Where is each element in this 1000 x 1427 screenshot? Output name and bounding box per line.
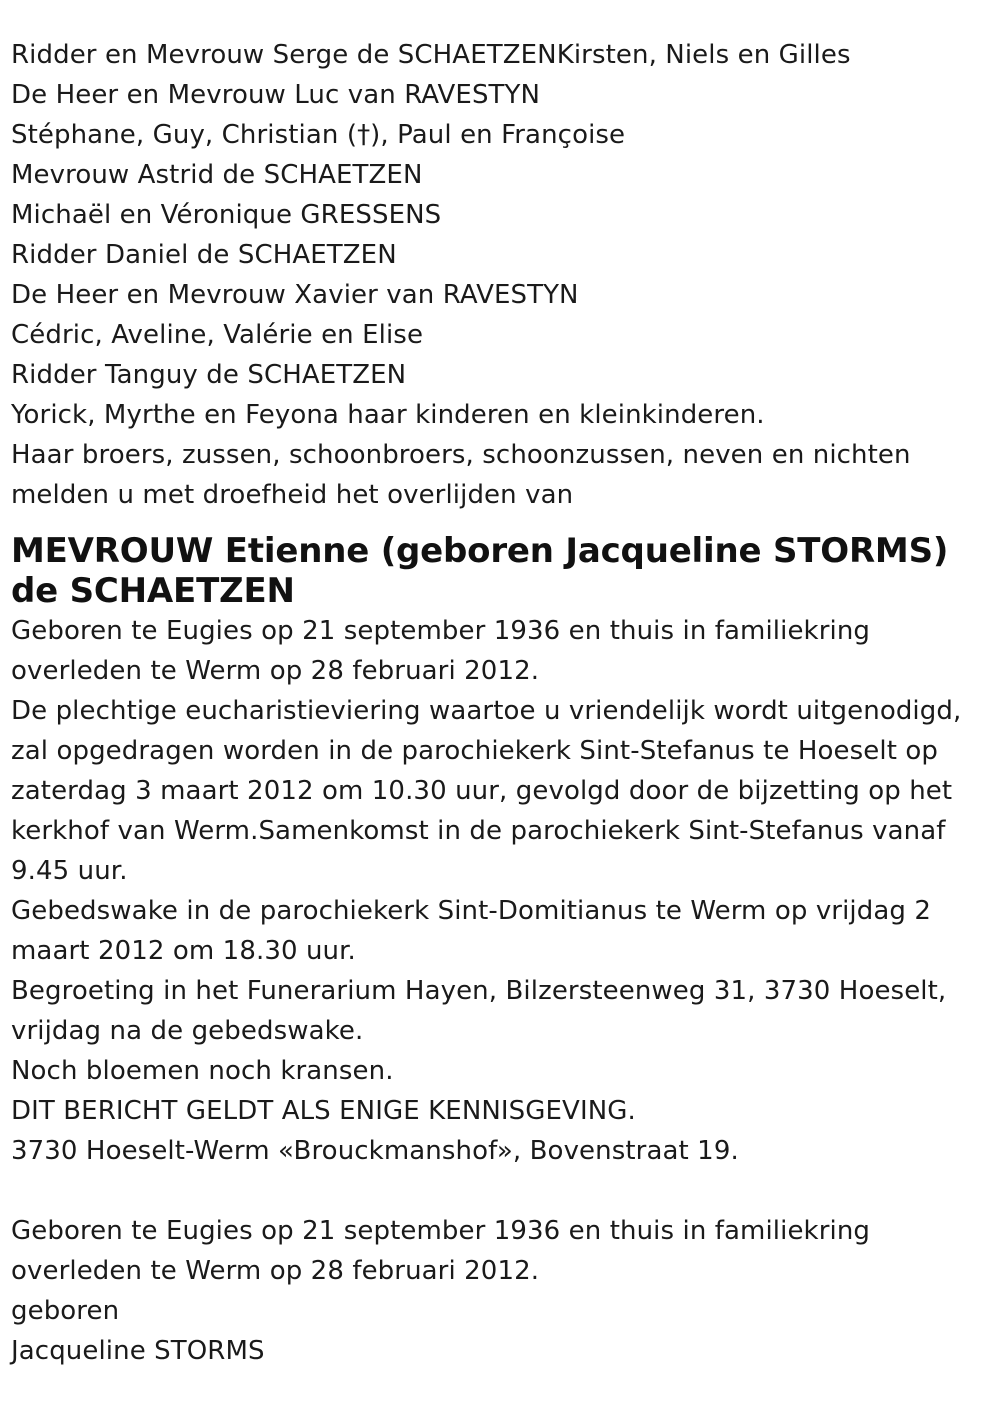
details-line: maart 2012 om 18.30 uur. — [11, 936, 356, 966]
details-line: vrijdag na de gebedswake. — [11, 1016, 364, 1046]
footer-line: geboren — [11, 1296, 120, 1326]
family-line: Stéphane, Guy, Christian (†), Paul en Françoise — [11, 120, 626, 150]
family-line: Ridder en Mevrouw Serge de SCHAETZENKirsten, Niels en Gilles — [11, 40, 851, 70]
deceased-name-heading — [11, 531, 996, 611]
footer-line: Jacqueline STORMS — [11, 1336, 265, 1366]
details-line: overleden te Werm op 28 februari 2012. — [11, 656, 540, 686]
details-line: Geboren te Eugies op 21 september 1936 en thuis in familiekring — [11, 616, 871, 646]
deceased-title-line: MEVROUW Etienne (geboren Jacqueline STORMS) — [11, 531, 949, 571]
details-line: Noch bloemen noch kransen. — [11, 1056, 394, 1086]
family-line: melden u met droefheid het overlijden van — [11, 480, 574, 510]
family-line: Michaël en Véronique GRESSENS — [11, 200, 442, 230]
details-line: zal opgedragen worden in de parochiekerk Sint-Stefanus te Hoeselt op — [11, 736, 938, 766]
family-line: Ridder Tanguy de SCHAETZEN — [11, 360, 407, 390]
deceased-title-line: de SCHAETZEN — [11, 571, 295, 611]
family-line: Yorick, Myrthe en Feyona haar kinderen en kleinkinderen. — [11, 400, 765, 430]
details-line: De plechtige eucharistieviering waartoe u vriendelijk wordt uitgenodigd, — [11, 696, 962, 726]
footer-line: Geboren te Eugies op 21 september 1936 en thuis in familiekring — [11, 1216, 871, 1246]
section-spacer — [11, 1171, 996, 1211]
details-line: DIT BERICHT GELDT ALS ENIGE KENNISGEVING. — [11, 1096, 636, 1126]
details-line: Begroeting in het Funerarium Hayen, Bilzersteenweg 31, 3730 Hoeselt, — [11, 976, 947, 1006]
family-line: De Heer en Mevrouw Xavier van RAVESTYN — [11, 280, 579, 310]
details-line: zaterdag 3 maart 2012 om 10.30 uur, gevolgd door de bijzetting op het — [11, 776, 953, 806]
footer-line: overleden te Werm op 28 februari 2012. — [11, 1256, 540, 1286]
details-line: 3730 Hoeselt-Werm «Brouckmanshof», Bovenstraat 19. — [11, 1136, 739, 1166]
family-announcement — [11, 35, 996, 515]
family-line: Ridder Daniel de SCHAETZEN — [11, 240, 397, 270]
details-line: 9.45 uur. — [11, 856, 128, 886]
family-line: Haar broers, zussen, schoonbroers, schoonzussen, neven en nichten — [11, 440, 911, 470]
details-line: kerkhof van Werm.Samenkomst in de parochiekerk Sint-Stefanus vanaf — [11, 816, 946, 846]
family-line: De Heer en Mevrouw Luc van RAVESTYN — [11, 80, 541, 110]
obituary-notice — [11, 35, 996, 1371]
details-line: Gebedswake in de parochiekerk Sint-Domitianus te Werm op vrijdag 2 — [11, 896, 931, 926]
funeral-details — [11, 611, 996, 1171]
family-line: Cédric, Aveline, Valérie en Elise — [11, 320, 424, 350]
family-line: Mevrouw Astrid de SCHAETZEN — [11, 160, 423, 190]
birth-footer — [11, 1211, 996, 1371]
